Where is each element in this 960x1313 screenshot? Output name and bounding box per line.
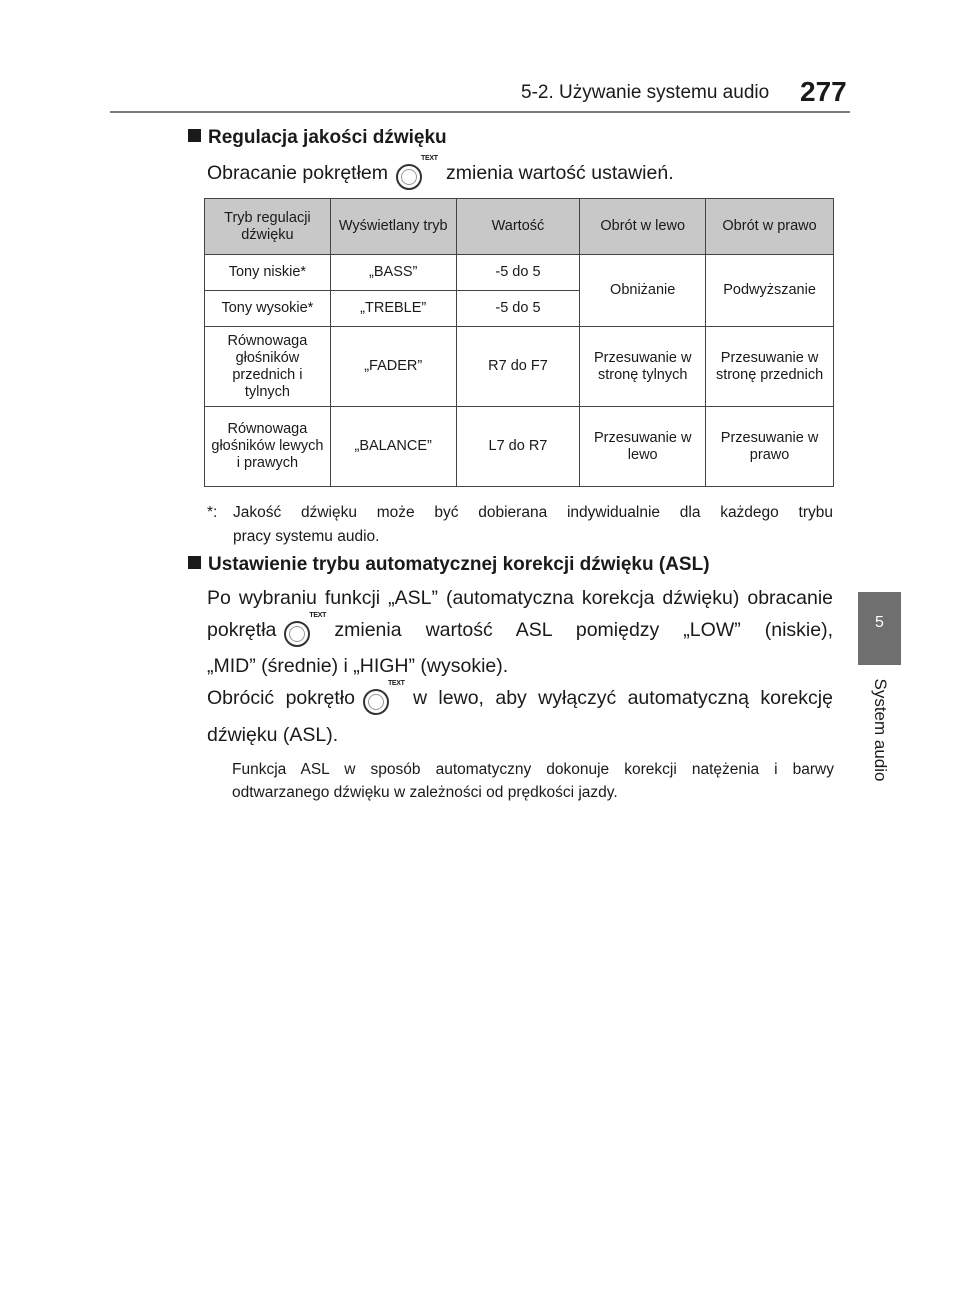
table-cell: Obniżanie [580,255,706,327]
header-divider [110,111,850,113]
chapter-label-text: System audio [871,678,890,782]
asl-note-line-1: Funkcja ASL w sposób automatyczny dokonuje korekcji natężenia i barwy [232,761,834,778]
table-cell: Podwyższanie [706,255,834,327]
asl-note-line-2: odtwarzanego dźwięku w zależności od prędkości jazdy. [232,784,618,801]
table-cell: Tony wysokie* [205,291,331,327]
knob-tag: TEXT [421,155,438,162]
table-cell: Przesuwanie w stronę tylnych [580,327,706,407]
footnote-line-2: pracy systemu audio. [233,528,380,545]
chapter-number: 5 [875,614,884,631]
square-bullet-icon [188,129,201,142]
table-cell: „BASS” [330,255,456,291]
section-heading-text: Ustawienie trybu automatycznej korekcji dźwięku (ASL) [208,554,710,575]
asl-off-text-before-knob: Obrócić pokrętło [207,687,355,710]
knob-tag: TEXT [387,680,405,687]
table-row [205,407,834,487]
text-knob-icon [284,612,327,647]
knob-tag: TEXT [309,612,327,619]
footnote-line-1: Jakość dźwięku może być dobierana indywidualnie dla każdego trybu [233,504,833,521]
table-row [205,327,834,407]
table-header: Wyświetlany tryb [330,199,456,255]
table-cell: Przesuwanie w stronę przednich [706,327,834,407]
intro-text-before: Obracanie pokrętłem [207,162,389,185]
asl-paragraph-line-1: Po wybraniu funkcji „ASL” (automatyczna korekcja dźwięku) obracanie [207,587,833,609]
text-knob-icon [396,155,438,190]
table-header: Wartość [456,199,580,255]
asl-text-before-knob: pokrętła [207,619,277,642]
table-row [205,255,834,291]
table-cell: -5 do 5 [456,255,580,291]
asl-off-text-after-knob: w lewo, aby wyłączyć automatyczną korekcję [412,687,833,710]
section-heading-sound-quality [188,127,447,149]
intro-text-after: zmienia wartość ustawień. [446,162,674,185]
intro-line [207,155,674,190]
chapter-tab [858,592,901,665]
asl-note [232,758,834,804]
text-knob-icon [363,680,405,715]
table-cell: „TREBLE” [330,291,456,327]
table-cell: -5 do 5 [456,291,580,327]
table-header: Obrót w lewo [580,199,706,255]
section-heading-text: Regulacja jakości dźwięku [208,127,447,148]
table-cell: „BALANCE” [330,407,456,487]
asl-off-line-2: dźwięku (ASL). [207,724,339,746]
asl-paragraph-line-2 [207,612,833,647]
table-cell: Równowaga głośników przednich i tylnych [205,327,331,407]
header-section-title: 5-2. Używanie systemu audio [521,82,770,103]
table-cell: „FADER” [330,327,456,407]
footnote-mark: *: [207,504,218,521]
table-header: Obrót w prawo [706,199,834,255]
table-cell: R7 do F7 [456,327,580,407]
table-cell: L7 do R7 [456,407,580,487]
table-cell: Równowaga głośników lewych i prawych [205,407,331,487]
table-header-row [205,199,834,255]
table-cell: Tony niskie* [205,255,331,291]
table-header: Tryb regulacji dźwięku [205,199,331,255]
asl-paragraph-line-3: „MID” (średnie) i „HIGH” (wysokie). [207,655,509,677]
sound-settings-table [204,198,834,487]
square-bullet-icon [188,556,201,569]
page-number: 277 [800,76,847,107]
asl-text-after-knob: zmienia wartość ASL pomiędzy „LOW” (niskie), [334,619,833,642]
table-cell: Przesuwanie w lewo [580,407,706,487]
table-cell: Przesuwanie w prawo [706,407,834,487]
table-footnote [207,501,833,549]
asl-off-line-1 [207,680,833,715]
section-heading-asl [188,554,710,576]
